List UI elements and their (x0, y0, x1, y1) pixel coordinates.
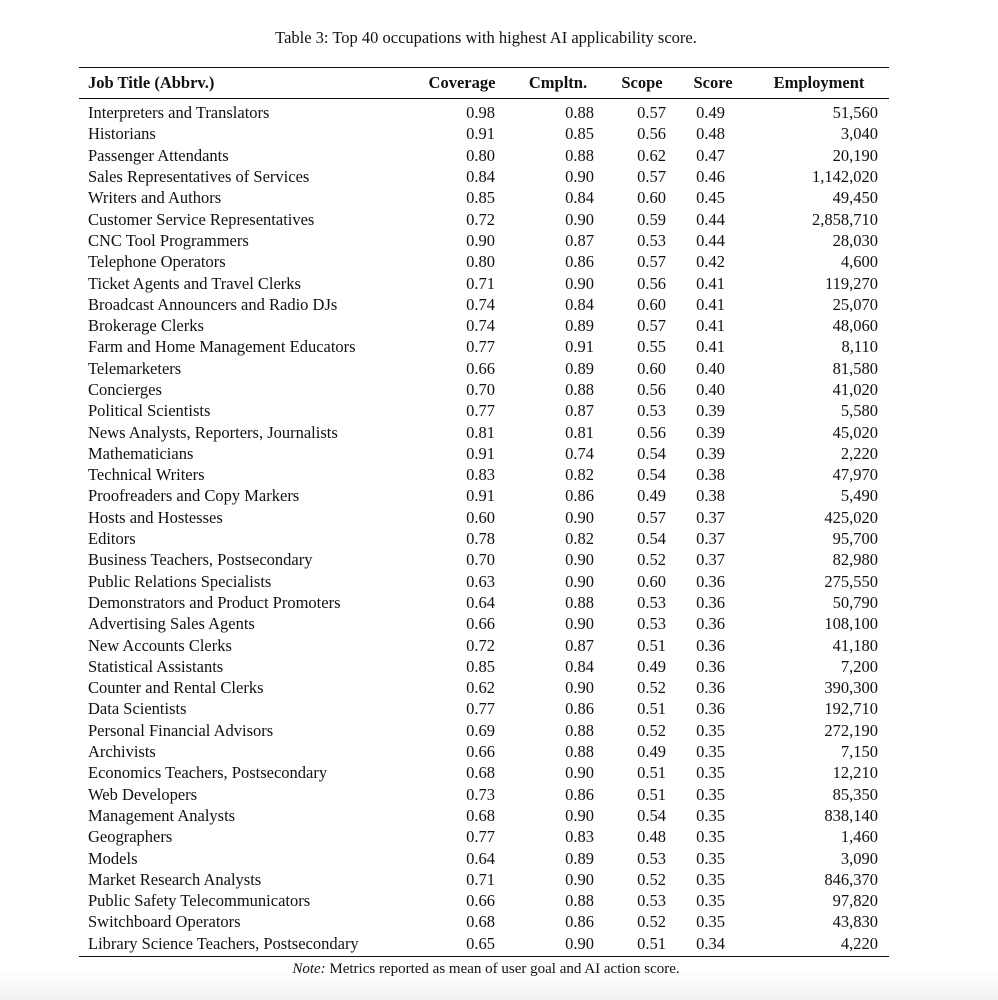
cell-employment: 41,180 (832, 635, 878, 655)
cell-employment: 119,270 (824, 273, 878, 293)
cell-score: 0.35 (696, 827, 725, 847)
cell-job-title: Brokerage Clerks (88, 316, 204, 336)
cell-job-title: Data Scientists (88, 699, 187, 719)
cell-completion: 0.86 (565, 252, 594, 272)
cell-job-title: Proofreaders and Copy Markers (88, 486, 300, 506)
cell-employment: 1,460 (840, 827, 878, 847)
cell-scope: 0.57 (637, 507, 666, 527)
cell-job-title: Public Relations Specialists (88, 571, 272, 591)
table-row (79, 720, 889, 741)
cell-completion: 0.87 (565, 401, 594, 421)
cell-scope: 0.54 (637, 805, 666, 825)
cell-score: 0.35 (696, 742, 725, 762)
cell-job-title: Ticket Agents and Travel Clerks (88, 273, 301, 293)
table-row (79, 358, 889, 379)
header-row (79, 68, 889, 99)
table-row (79, 464, 889, 485)
cell-employment: 108,100 (824, 614, 878, 634)
cell-scope: 0.51 (637, 784, 666, 804)
table-row (79, 762, 889, 783)
cell-scope: 0.53 (637, 230, 666, 250)
cell-scope: 0.53 (637, 848, 666, 868)
header-scope: Scope (621, 73, 663, 92)
cell-completion: 0.90 (565, 805, 594, 825)
cell-coverage: 0.65 (466, 933, 495, 953)
cell-score: 0.35 (696, 763, 725, 783)
cell-score: 0.38 (696, 486, 725, 506)
cell-scope: 0.56 (637, 380, 666, 399)
cell-job-title: Telemarketers (88, 358, 182, 378)
cell-employment: 846,370 (824, 869, 878, 889)
note-label: Note: (292, 961, 326, 977)
cell-completion: 0.83 (565, 827, 594, 847)
cell-employment: 5,580 (840, 401, 878, 421)
cell-employment: 3,040 (840, 124, 878, 144)
cell-completion: 0.82 (565, 529, 594, 549)
cell-scope: 0.53 (637, 592, 666, 612)
cell-coverage: 0.64 (466, 848, 495, 868)
cell-coverage: 0.62 (466, 678, 495, 698)
cell-score: 0.37 (696, 507, 725, 527)
cell-scope: 0.56 (637, 273, 666, 293)
cell-coverage: 0.66 (466, 891, 495, 911)
cell-employment: 51,560 (832, 103, 878, 123)
cell-employment: 50,790 (832, 592, 878, 612)
cell-score: 0.35 (696, 848, 725, 868)
cell-scope: 0.60 (637, 358, 666, 378)
table-row (79, 145, 889, 166)
header-completion: Cmpltn. (528, 73, 588, 92)
cell-completion: 0.90 (565, 550, 594, 570)
cell-coverage: 0.78 (466, 529, 495, 549)
table-row (79, 421, 889, 442)
table-header (79, 68, 889, 99)
cell-employment: 97,820 (832, 891, 878, 911)
cell-score: 0.35 (696, 891, 725, 911)
cell-employment: 95,700 (832, 529, 878, 549)
table-row (79, 123, 889, 144)
cell-employment: 390,300 (824, 678, 878, 698)
cell-score: 0.40 (696, 358, 725, 378)
cell-job-title: Switchboard Operators (88, 912, 241, 932)
cell-coverage: 0.68 (466, 912, 495, 932)
table-row (79, 869, 889, 890)
cell-scope: 0.57 (637, 252, 666, 272)
cell-employment: 1,142,020 (812, 167, 878, 187)
cell-completion: 0.86 (565, 699, 594, 719)
cell-scope: 0.54 (637, 529, 666, 549)
cell-score: 0.44 (696, 230, 725, 250)
cell-completion: 0.86 (565, 486, 594, 506)
cell-employment: 20,190 (832, 145, 878, 165)
cell-scope: 0.62 (637, 145, 666, 165)
cell-employment: 2,220 (840, 443, 878, 463)
occupations-table (79, 67, 889, 957)
cell-score: 0.42 (696, 252, 725, 272)
cell-job-title: Advertising Sales Agents (88, 614, 255, 634)
cell-scope: 0.49 (637, 742, 666, 762)
cell-score: 0.35 (696, 912, 725, 932)
cell-employment: 28,030 (832, 230, 878, 250)
table-row (79, 890, 889, 911)
cell-job-title: Models (88, 848, 138, 868)
cell-score: 0.37 (696, 550, 725, 570)
cell-completion: 0.85 (565, 124, 594, 144)
cell-employment: 47,970 (832, 465, 878, 485)
cell-job-title: Customer Service Representatives (88, 209, 315, 229)
cell-scope: 0.51 (637, 635, 666, 655)
cell-completion: 0.88 (565, 592, 594, 612)
header-coverage: Coverage (428, 73, 496, 92)
cell-employment: 838,140 (824, 805, 878, 825)
table-row (79, 400, 889, 421)
cell-job-title: Editors (88, 529, 136, 549)
cell-scope: 0.56 (637, 422, 666, 442)
cell-job-title: Counter and Rental Clerks (88, 678, 264, 698)
table-row (79, 933, 889, 957)
cell-scope: 0.60 (637, 188, 666, 208)
cell-score: 0.35 (696, 720, 725, 740)
cell-job-title: New Accounts Clerks (88, 635, 232, 655)
cell-score: 0.36 (696, 614, 725, 634)
cell-score: 0.46 (696, 167, 725, 187)
cell-completion: 0.90 (565, 507, 594, 527)
cell-scope: 0.59 (637, 209, 666, 229)
cell-score: 0.36 (696, 571, 725, 591)
cell-job-title: Business Teachers, Postsecondary (88, 550, 313, 570)
cell-coverage: 0.70 (466, 550, 495, 570)
cell-job-title: Archivists (88, 742, 156, 762)
cell-coverage: 0.91 (466, 124, 495, 144)
cell-job-title: Geographers (88, 827, 173, 847)
table-row (79, 251, 889, 272)
cell-coverage: 0.68 (466, 763, 495, 783)
cell-employment: 192,710 (824, 699, 878, 719)
cell-completion: 0.82 (565, 465, 594, 485)
cell-coverage: 0.83 (466, 465, 495, 485)
cell-completion: 0.89 (565, 358, 594, 378)
cell-completion: 0.88 (565, 145, 594, 165)
cell-score: 0.34 (696, 933, 725, 953)
cell-employment: 4,220 (840, 933, 878, 953)
table-row (79, 166, 889, 187)
cell-coverage: 0.63 (466, 571, 495, 591)
cell-coverage: 0.60 (466, 507, 495, 527)
cell-scope: 0.52 (637, 550, 666, 570)
table-row (79, 485, 889, 506)
cell-completion: 0.88 (565, 103, 594, 123)
cell-completion: 0.84 (565, 188, 594, 208)
cell-job-title: Historians (88, 124, 156, 144)
cell-job-title: Technical Writers (88, 465, 205, 485)
table-row (79, 294, 889, 315)
cell-scope: 0.60 (637, 294, 666, 314)
cell-coverage: 0.77 (466, 827, 495, 847)
cell-scope: 0.57 (637, 103, 666, 123)
table-row (79, 336, 889, 357)
cell-scope: 0.57 (637, 316, 666, 336)
cell-scope: 0.51 (637, 699, 666, 719)
note-text: Metrics reported as mean of user goal and AI action score. (329, 961, 680, 977)
cell-employment: 43,830 (832, 912, 878, 932)
cell-score: 0.35 (696, 805, 725, 825)
cell-job-title: Management Analysts (88, 805, 236, 825)
cell-scope: 0.60 (637, 571, 666, 591)
cell-completion: 0.89 (565, 848, 594, 868)
cell-score: 0.49 (696, 103, 725, 123)
table-row (79, 805, 889, 826)
table-row (79, 528, 889, 549)
header-employment: Employment (773, 73, 865, 92)
cell-employment: 275,550 (824, 571, 878, 591)
table-row (79, 507, 889, 528)
cell-job-title: Political Scientists (88, 401, 211, 421)
cell-score: 0.47 (696, 145, 725, 165)
cell-coverage: 0.71 (466, 869, 495, 889)
header-job-title: Job Title (Abbrv.) (88, 73, 215, 92)
cell-scope: 0.54 (637, 443, 666, 463)
cell-job-title: Public Safety Telecommunicators (88, 891, 311, 911)
cell-completion: 0.86 (565, 912, 594, 932)
cell-scope: 0.52 (637, 912, 666, 932)
table-row (79, 656, 889, 677)
cell-completion: 0.84 (565, 294, 594, 314)
table-row (79, 911, 889, 932)
cell-employment: 4,600 (840, 252, 878, 272)
cell-coverage: 0.71 (466, 273, 495, 293)
table-row (79, 315, 889, 336)
cell-job-title: CNC Tool Programmers (88, 230, 249, 250)
cell-employment: 425,020 (824, 507, 878, 527)
cell-job-title: Broadcast Announcers and Radio DJs (88, 294, 338, 314)
cell-score: 0.40 (696, 380, 725, 399)
cell-score: 0.45 (696, 188, 725, 208)
cell-coverage: 0.77 (466, 401, 495, 421)
cell-scope: 0.57 (637, 167, 666, 187)
cell-scope: 0.48 (637, 827, 666, 847)
cell-score: 0.35 (696, 784, 725, 804)
table-row (79, 677, 889, 698)
cell-score: 0.36 (696, 699, 725, 719)
cell-coverage: 0.66 (466, 358, 495, 378)
cell-scope: 0.49 (637, 486, 666, 506)
table-row (79, 549, 889, 570)
cell-coverage: 0.72 (466, 209, 495, 229)
cell-employment: 3,090 (840, 848, 878, 868)
table-caption: Table 3: Top 40 occupations with highest AI applicability score. (275, 28, 697, 47)
cell-completion: 0.88 (565, 720, 594, 740)
cell-coverage: 0.84 (466, 167, 495, 187)
cell-completion: 0.88 (565, 742, 594, 762)
cell-scope: 0.53 (637, 614, 666, 634)
cell-coverage: 0.77 (466, 337, 495, 357)
cell-scope: 0.54 (637, 465, 666, 485)
table-row (79, 443, 889, 464)
cell-completion: 0.90 (565, 869, 594, 889)
cell-coverage: 0.77 (466, 699, 495, 719)
cell-score: 0.36 (696, 656, 725, 676)
table-row (79, 847, 889, 868)
cell-employment: 2,858,710 (812, 209, 878, 229)
cell-completion: 0.90 (565, 273, 594, 293)
cell-scope: 0.52 (637, 678, 666, 698)
cell-coverage: 0.68 (466, 805, 495, 825)
cell-score: 0.37 (696, 529, 725, 549)
cell-job-title: News Analysts, Reporters, Journalists (88, 422, 338, 442)
cell-completion: 0.87 (565, 230, 594, 250)
cell-employment: 25,070 (832, 294, 878, 314)
table-note (0, 961, 972, 978)
table-row (79, 230, 889, 251)
cell-coverage: 0.80 (466, 252, 495, 272)
cell-job-title: Interpreters and Translators (88, 103, 270, 123)
cell-completion: 0.90 (565, 678, 594, 698)
table-row (79, 272, 889, 293)
cell-score: 0.41 (696, 294, 725, 314)
cell-completion: 0.74 (565, 443, 594, 463)
table-row (79, 634, 889, 655)
cell-employment: 8,110 (841, 337, 878, 357)
cell-score: 0.39 (696, 443, 725, 463)
cell-employment: 45,020 (832, 422, 878, 442)
cell-score: 0.38 (696, 465, 725, 485)
cell-completion: 0.84 (565, 656, 594, 676)
cell-completion: 0.88 (565, 891, 594, 911)
cell-coverage: 0.74 (466, 294, 495, 314)
cell-coverage: 0.64 (466, 592, 495, 612)
cell-job-title: Personal Financial Advisors (88, 720, 274, 740)
cell-completion: 0.81 (565, 422, 594, 442)
cell-coverage: 0.66 (466, 742, 495, 762)
cell-employment: 12,210 (832, 763, 878, 783)
cell-coverage: 0.69 (466, 720, 495, 740)
cell-score: 0.36 (696, 678, 725, 698)
cell-completion: 0.86 (565, 784, 594, 804)
cell-employment: 5,490 (840, 486, 878, 506)
table-row (79, 379, 889, 400)
cell-job-title: Mathematicians (88, 443, 194, 463)
cell-employment: 41,020 (832, 380, 878, 399)
cell-coverage: 0.66 (466, 614, 495, 634)
cell-coverage: 0.91 (466, 486, 495, 506)
cell-score: 0.39 (696, 422, 725, 442)
cell-scope: 0.51 (637, 763, 666, 783)
cell-job-title: Library Science Teachers, Postsecondary (88, 933, 359, 953)
cell-job-title: Passenger Attendants (88, 145, 229, 165)
table-row (79, 741, 889, 762)
cell-completion: 0.90 (565, 571, 594, 591)
cell-coverage: 0.91 (466, 443, 495, 463)
cell-job-title: Concierges (88, 380, 162, 399)
cell-coverage: 0.70 (466, 380, 495, 399)
cell-scope: 0.53 (637, 891, 666, 911)
cell-scope: 0.51 (637, 933, 666, 953)
cell-coverage: 0.74 (466, 316, 495, 336)
cell-completion: 0.90 (565, 933, 594, 953)
cell-job-title: Sales Representatives of Services (88, 167, 310, 187)
cell-score: 0.41 (696, 273, 725, 293)
header-score: Score (693, 73, 733, 92)
cell-scope: 0.55 (637, 337, 666, 357)
cell-job-title: Market Research Analysts (88, 869, 262, 889)
cell-completion: 0.89 (565, 316, 594, 336)
table-row (79, 187, 889, 208)
cell-completion: 0.91 (565, 337, 594, 357)
cell-score: 0.48 (696, 124, 725, 144)
cell-scope: 0.52 (637, 720, 666, 740)
cell-coverage: 0.85 (466, 188, 495, 208)
table-row (79, 784, 889, 805)
table-row (79, 826, 889, 847)
cell-coverage: 0.72 (466, 635, 495, 655)
cell-job-title: Telephone Operators (88, 252, 226, 272)
table-row (79, 99, 889, 124)
cell-employment: 7,150 (840, 742, 878, 762)
cell-completion: 0.90 (565, 167, 594, 187)
cell-coverage: 0.73 (466, 784, 495, 804)
cell-scope: 0.56 (637, 124, 666, 144)
table-row (79, 613, 889, 634)
cell-completion: 0.87 (565, 635, 594, 655)
table-row (79, 592, 889, 613)
cell-score: 0.39 (696, 401, 725, 421)
cell-job-title: Statistical Assistants (88, 656, 224, 676)
table-row (79, 698, 889, 719)
cell-coverage: 0.81 (466, 422, 495, 442)
cell-employment: 7,200 (840, 656, 878, 676)
cell-job-title: Hosts and Hostesses (88, 507, 223, 527)
cell-employment: 82,980 (832, 550, 878, 570)
cell-score: 0.36 (696, 635, 725, 655)
cell-employment: 81,580 (832, 358, 878, 378)
cell-coverage: 0.98 (466, 103, 495, 123)
cell-score: 0.41 (696, 337, 725, 357)
cell-job-title: Demonstrators and Product Promoters (88, 592, 341, 612)
cell-score: 0.44 (696, 209, 725, 229)
cell-completion: 0.90 (565, 209, 594, 229)
cell-job-title: Farm and Home Management Educators (88, 337, 356, 357)
cell-job-title: Economics Teachers, Postsecondary (88, 763, 328, 783)
cell-scope: 0.49 (637, 656, 666, 676)
cell-job-title: Web Developers (88, 784, 198, 804)
cell-completion: 0.90 (565, 614, 594, 634)
cell-scope: 0.52 (637, 869, 666, 889)
table-body (79, 99, 889, 957)
cell-coverage: 0.80 (466, 145, 495, 165)
cell-completion: 0.88 (565, 380, 594, 399)
cell-score: 0.41 (696, 316, 725, 336)
cell-employment: 85,350 (832, 784, 878, 804)
table-row (79, 571, 889, 592)
table-row (79, 208, 889, 229)
cell-employment: 272,190 (824, 720, 878, 740)
cell-employment: 48,060 (832, 316, 878, 336)
cell-completion: 0.90 (565, 763, 594, 783)
cell-employment: 49,450 (832, 188, 878, 208)
cell-scope: 0.53 (637, 401, 666, 421)
cell-coverage: 0.85 (466, 656, 495, 676)
cell-score: 0.36 (696, 592, 725, 612)
cell-score: 0.35 (696, 869, 725, 889)
cell-job-title: Writers and Authors (88, 188, 222, 208)
cell-coverage: 0.90 (466, 230, 495, 250)
